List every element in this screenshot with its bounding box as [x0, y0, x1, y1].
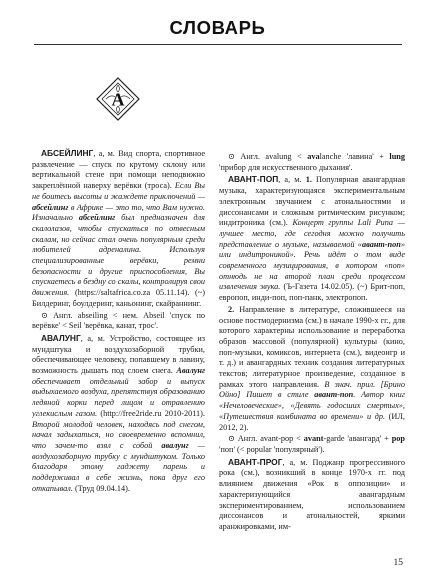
etymology: ⊙ Англ. avalung < avalanche 'лавина' + lung 'прибор для искусственного дыхания'. — [219, 152, 405, 172]
entry-avant-prog: АВАНТ-ПРОГ, а, м. Поджанр прогрессивного рока (см.), возникший в конце 1970-х гг. под влиянием движения «Рок в оппозиции» и характеризующийся авангардным экспериментированием, использованием диссонансов и атональностей, яркими аранжировками, им- — [219, 456, 405, 531]
page-title: СЛОВАРЬ — [169, 17, 266, 38]
headword: АВАЛУНГ — [41, 332, 81, 343]
etymology: ⊙ Англ. avant-pop < avant-garde 'авангард' + pop 'поп' (< popular 'популярный'). — [219, 434, 405, 454]
section-letter: А — [111, 89, 125, 110]
section-letter-ornament — [95, 76, 141, 122]
headword: АВАНТ-ПОП — [228, 174, 279, 185]
left-column — [32, 148, 205, 562]
page-number: 15 — [393, 558, 403, 568]
entry-avalung: АВАЛУНГ, а, м. Устройство, состоящее из мундштука и воздухозаборной трубки, обеспечивающее человеку, попавшему в лавину, возможность дышать под слоем снега. Авалунг обеспечивает отдельный забор и выпуск выдыхаемого воздуха, препятствуя образованию ледяной корки перед лицом и отравлению углекислым газом. (http://free2ride.ru 2010-2011). Второй молодой человек, находясь под снегом, начал задыхаться, но своевременно вспомнил, что зачем-то взял с собой авалунг — воздухозаборную трубку с мундштуком. Только благодаря этому гаджету парень и поддерживал в себе жизнь, пока друг его откапывал. (Труд 09.04.14). — [32, 332, 205, 493]
headword: АБСЕЙЛИНГ — [41, 148, 94, 158]
entry-abseiling: АБСЕЙЛИНГ, а, м. Вид спорта, спортивное развлечение — спуск по крутому склону или вертикальной стене при помощи неподвижно закреплённой наверху верёвки (троса). Если Вы не боитесь высоты и жаждете приключений — абсейлинг в Африке — это то, что Вам нужно. Изначально абсейлинг был предназначен для скалолазов, чтобы спускаться по отвесным скалам, но сейчас стал очень популярным среди любителей адреналина. Используя специализированные верёвки, ремни безопасности и другие приспособления, Вы спускаетесь в бездну со скалы, контролируя свои движения. (https://saltafrica.co.za 05.11.14). (~) Билдеринг, боулдеринг, каньонинг, скайраннинг. — [32, 148, 205, 308]
letter-a-icon — [95, 76, 141, 122]
entry-avant-pop-sense-2: 2. Направление в литературе, сложившееся на основе постмодернизма (см.) в начале 1990-х гг., для которого характерны использование и переработка образов массовой (популярной) культуры (кино, поп-музыки, комиксов, интернета (см.), видеоигр и т. д.) и авангардных техник создания литературных текстов; литературное произведение, созданное в рамках этого направления. В знач. прил. [Брино Ойно] Пишет в стиле авант-поп. Автор книг «Нечеловеческие», «Девять годосших смертых», «Путешествия комбината во времени» и др. (ИЛ, 2012, 2). — [219, 304, 405, 432]
right-column — [219, 152, 405, 560]
title-rule — [34, 44, 402, 45]
entry-avant-pop: АВАНТ-ПОП, а, м. 1. Популярная авангардная музыка, характеризующаяся экспериментальным электронным звучанием с атональностями и диссонансами и сложным ритмическим рисунком; индитроника (см.). Концерт группы Lali Puna — лучшее место, где сегодня можно получить представление о музыке, называемой «авант-поп» или индитроникой». Речь идёт о том виде современного музицирования, в котором «поп» отнюдь не на второй план среди процессом извлечения звука. (Ъ-Газета 14.02.05). (~) Брит-поп, европоп, инди-поп, поп-панк, электропоп. — [219, 174, 405, 303]
etymology: ⊙ Англ. abseiling < нем. Abseil 'спуск по верёвке' < Seil 'верёвка, канат, трос'. — [32, 310, 205, 331]
headword: АВАНТ-ПРОГ — [228, 456, 283, 467]
